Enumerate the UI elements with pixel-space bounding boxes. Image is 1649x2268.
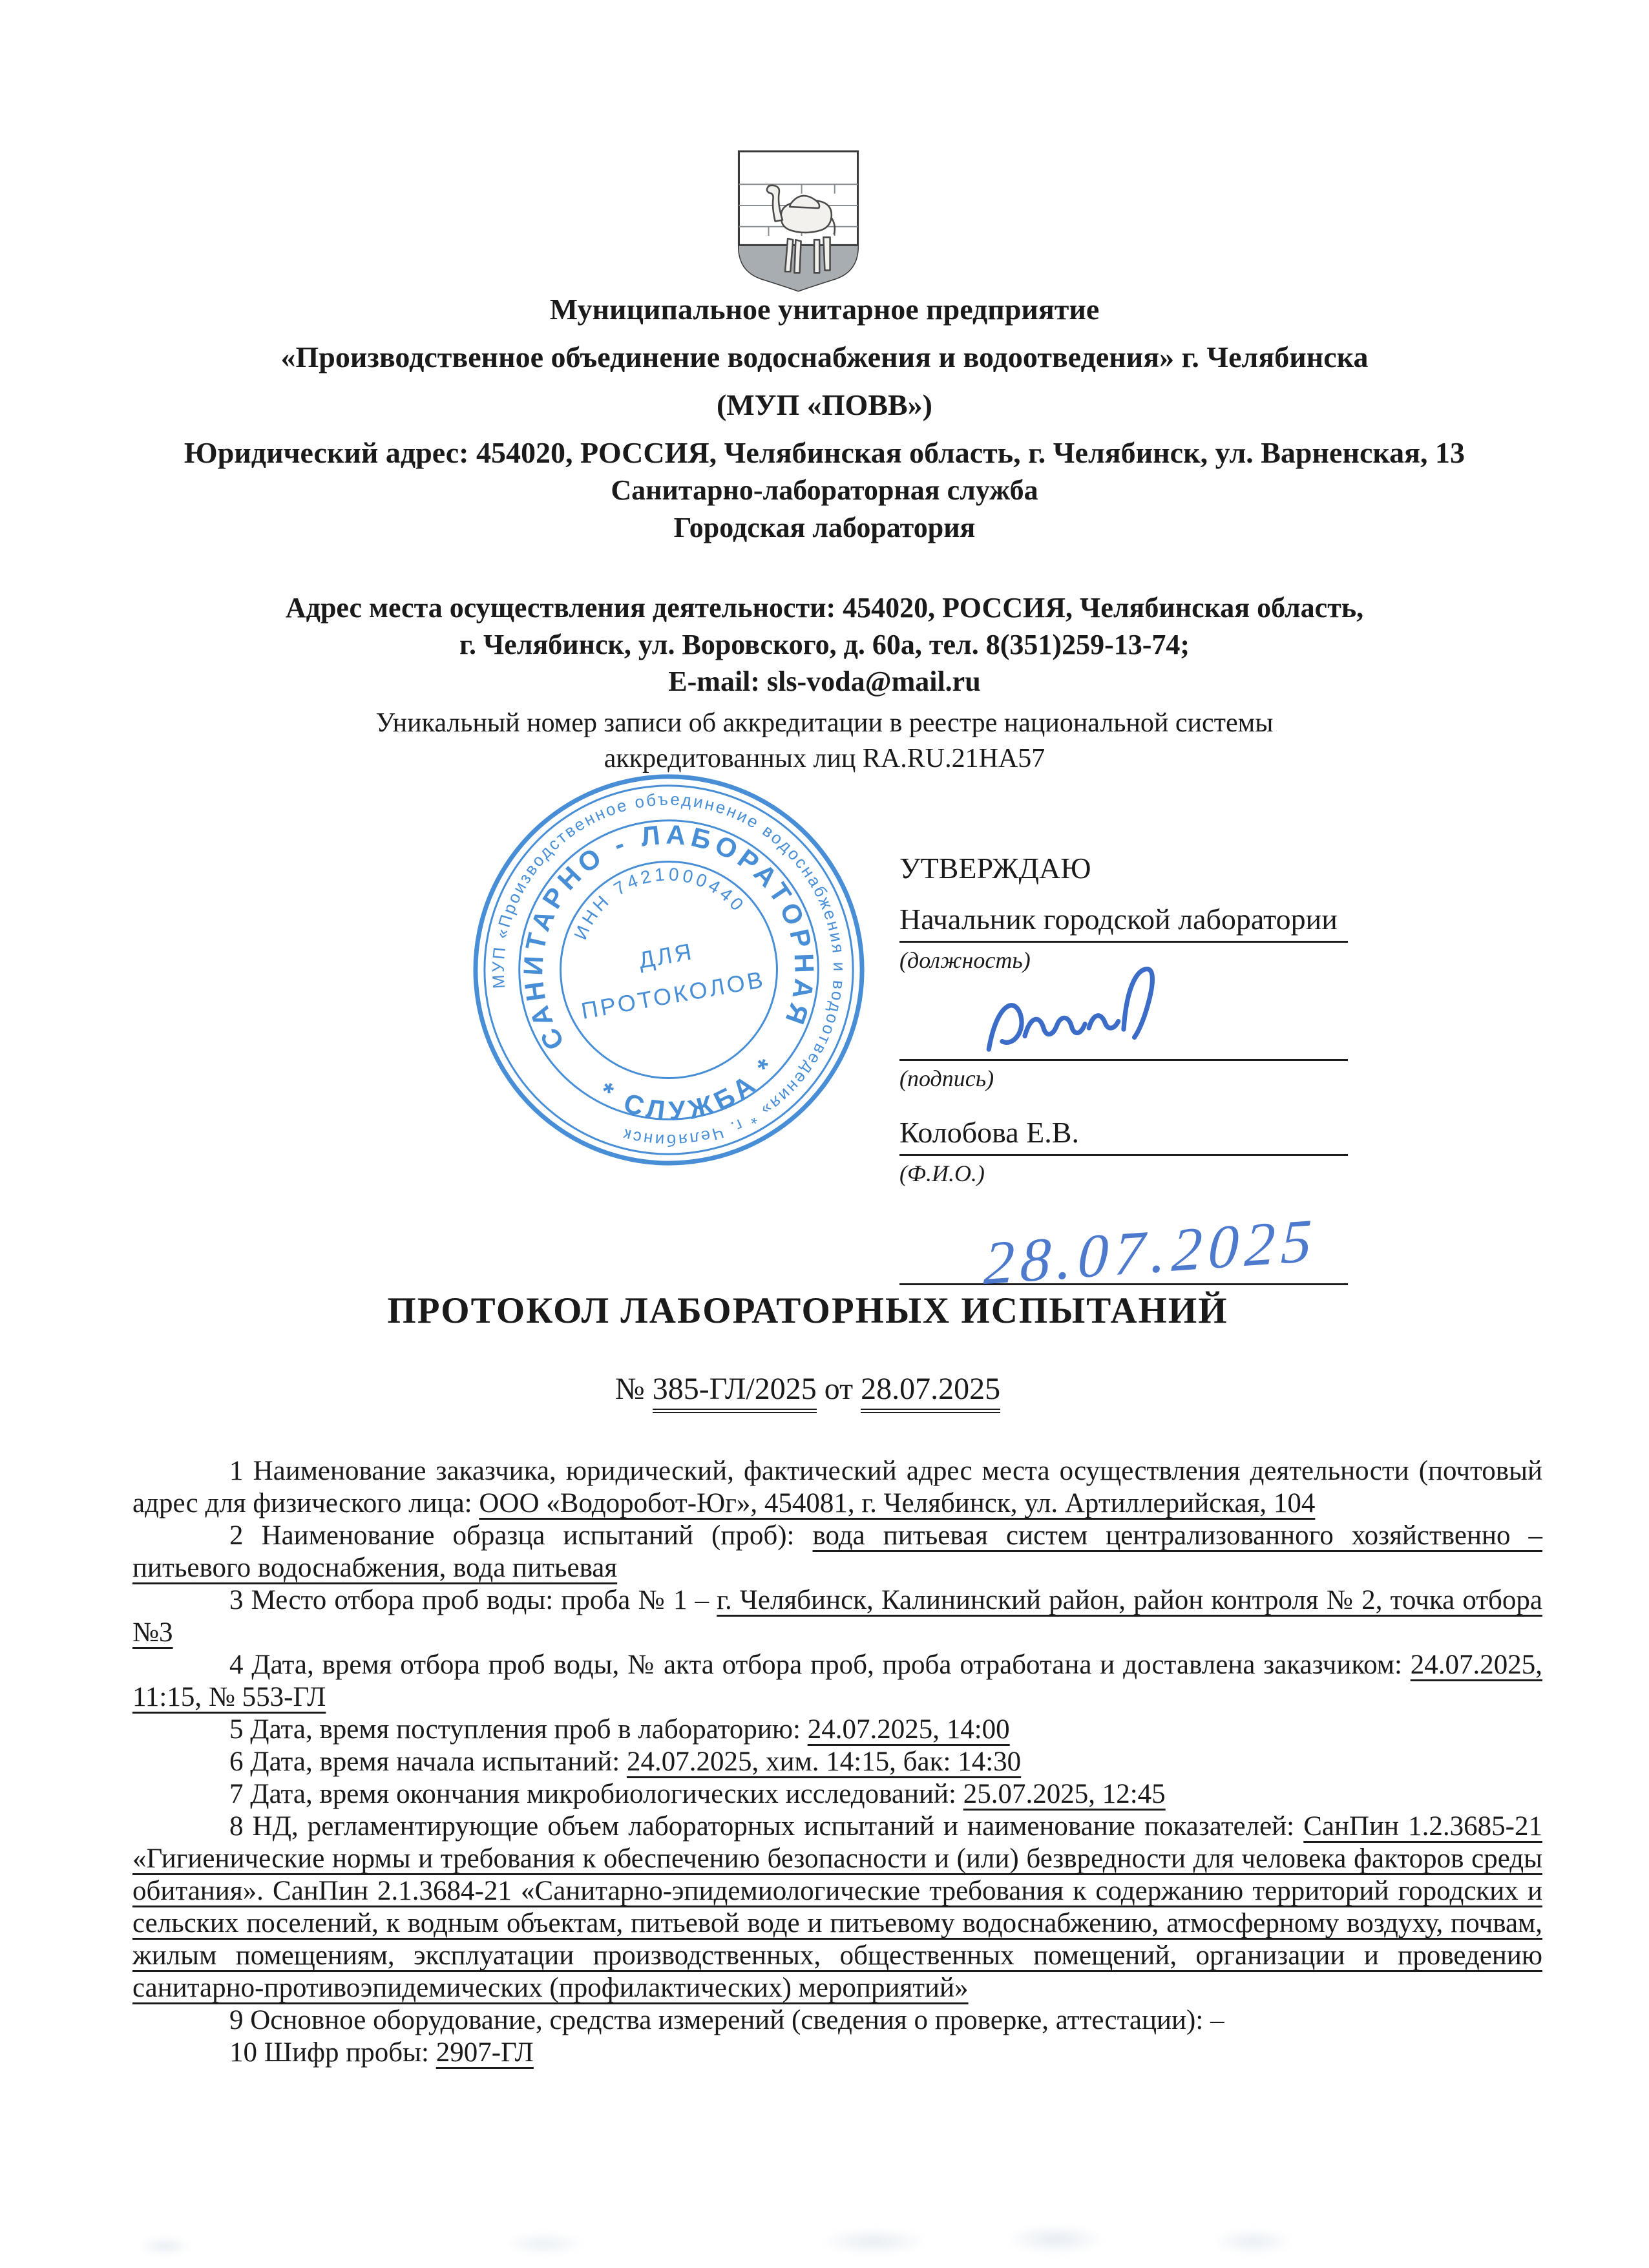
- signature-line: [899, 975, 1348, 1061]
- item-6-label: 6 Дата, время начала испытаний:: [229, 1747, 627, 1777]
- item-8: [132, 1811, 1542, 2004]
- item-3-label: 3 Место отбора проб воды: проба № 1 –: [229, 1585, 717, 1615]
- item-1-value: ООО «Водоробот-Юг», 454081, г. Челябинск, ул. Артиллерийская, 104: [479, 1488, 1316, 1518]
- item-1: [132, 1455, 1542, 1520]
- item-9: [132, 2004, 1542, 2037]
- stamp-inn-text: ИНН 7421000440: [570, 864, 750, 943]
- item-10: [132, 2037, 1542, 2069]
- round-stamp: [469, 770, 868, 1170]
- service-name: Санитарно-лабораторная служба: [611, 474, 1038, 506]
- item-10-value: 2907-ГЛ: [436, 2037, 534, 2068]
- stamp-outer-text: МУП «Производственное объединение водоснабжения и водоотведения» * г. Челябинск: [489, 790, 848, 1150]
- item-5: [132, 1714, 1542, 1746]
- stamp-ring-bottom-text: * СЛУЖБА *: [594, 1049, 784, 1126]
- number-prefix: №: [614, 1372, 653, 1406]
- stamp-graphics: [469, 770, 868, 1170]
- service-header: [78, 472, 1571, 547]
- org-abbr-line: (МУП «ПОВВ»): [716, 388, 933, 421]
- item-6-value: 24.07.2025, хим. 14:15, бак: 14:30: [626, 1747, 1022, 1777]
- approval-block: [899, 850, 1348, 1298]
- handwritten-signature: [983, 949, 1184, 1069]
- item-7: [132, 1778, 1542, 1811]
- item-7-value: 25.07.2025, 12:45: [963, 1779, 1166, 1809]
- item-10-label: 10 Шифр пробы:: [229, 2037, 436, 2068]
- item-2-label: 2 Наименование образца испытаний (проб):: [229, 1520, 813, 1551]
- accreditation-block: [78, 706, 1571, 777]
- item-1-label: 1 Наименование заказчика, юридический, фактический адрес места осуществления деятельности (почтовый адрес для физического лица:: [132, 1456, 1542, 1518]
- document-number-line: [0, 1371, 1615, 1413]
- stamp-center-line2: ПРОТОКОЛОВ: [579, 966, 768, 1024]
- stamp-center-line1: ДЛЯ: [636, 938, 696, 974]
- name-caption: (Ф.И.О.): [899, 1160, 985, 1186]
- protocol-number: 385-ГЛ/2025: [653, 1371, 817, 1413]
- laboratory-name: Городская лаборатория: [673, 512, 976, 543]
- org-legal-address: Юридический адрес: 454020, РОССИЯ, Челябинская область, г. Челябинск, ул. Варненская, 13: [184, 436, 1465, 469]
- org-type-line: Муниципальное унитарное предприятие: [549, 293, 1100, 326]
- organization-header: [78, 286, 1571, 477]
- item-2-value: вода питьевая систем централизованного хозяйственно – питьевого водоснабжения, вода питьевая: [132, 1520, 1542, 1583]
- item-3: [132, 1584, 1542, 1649]
- scan-artifact: [0, 2219, 1649, 2264]
- email-line: E-mail: sls-voda@mail.ru: [668, 666, 981, 697]
- protocol-date: 28.07.2025: [861, 1371, 1000, 1413]
- item-5-label: 5 Дата, время поступления проб в лабораторию:: [229, 1714, 808, 1745]
- item-3-value: г. Челябинск, Калининский район, район контроля № 2, точка отбора №3: [132, 1585, 1543, 1648]
- activity-address-block: [78, 589, 1571, 700]
- handwritten-date: 28.07.2025: [982, 1205, 1319, 1298]
- of-word: от: [816, 1372, 861, 1406]
- item-6: [132, 1746, 1542, 1778]
- item-4-label: 4 Дата, время отбора проб воды, № акта отбора проб, проба отработана и доставлена заказчиком:: [229, 1650, 1411, 1680]
- accreditation-line1: Уникальный номер записи об аккредитации в реестре национальной системы: [375, 708, 1274, 738]
- position-caption: (должность): [899, 947, 1031, 974]
- item-4: [132, 1649, 1542, 1714]
- activity-address-line1: Адрес места осуществления деятельности: 454020, РОССИЯ, Челябинская область,: [285, 592, 1364, 624]
- item-8-value: СанПин 1.2.3685-21 «Гигиенические нормы и требования к обеспечению безопасности и (или) безвредности для человека факторов среды обитания». СанПин 2.1.3684-21 «Санитарно-эпидемиологические требования к содержанию территорий городских и сельских поселений, к водным объектам, питьевой воде и питьевому водоснабжению, атмосферному воздуху, почвам, жилым помещениям, эксплуатации производственных, общественных помещений, организации и проведению санитарно-противоэпидемических (профилактических) мероприятий»: [132, 1811, 1542, 2003]
- approval-date-line: [899, 1188, 1348, 1298]
- item-5-value: 24.07.2025, 14:00: [807, 1714, 1010, 1745]
- item-7-label: 7 Дата, время окончания микробиологических исследований:: [229, 1779, 963, 1809]
- accreditation-line2: аккредитованных лиц RA.RU.21НА57: [604, 744, 1045, 773]
- signature-caption: (подпись): [899, 1065, 994, 1091]
- protocol-items: [132, 1455, 1542, 2069]
- activity-address-line2: г. Челябинск, ул. Воровского, д. 60а, тел. 8(351)259-13-74;: [459, 629, 1190, 660]
- approve-label: УТВЕРЖДАЮ: [899, 852, 1091, 885]
- item-4-value: 24.07.2025, 11:15, № 553-ГЛ: [132, 1650, 1542, 1712]
- document-title: ПРОТОКОЛ ЛАБОРАТОРНЫХ ИСПЫТАНИЙ: [387, 1290, 1228, 1331]
- approver-position: Начальник городской лаборатории: [899, 901, 1348, 943]
- item-8-label: 8 НД, регламентирующие объем лабораторных испытаний и наименование показателей:: [229, 1811, 1304, 1842]
- approver-name: Колобова Е.В.: [899, 1115, 1348, 1156]
- item-9-label: 9 Основное оборудование, средства измерений (сведения о проверке, аттестации): –: [229, 2005, 1224, 2035]
- org-name-line: «Производственное объединение водоснабжения и водоотведения» г. Челябинска: [280, 341, 1369, 373]
- item-2: [132, 1520, 1542, 1584]
- coat-of-arms-chelyabinsk-icon: [732, 147, 865, 293]
- stamp-ring-top-text: САНИТАРНО - ЛАБОРАТОРНАЯ: [518, 819, 820, 1056]
